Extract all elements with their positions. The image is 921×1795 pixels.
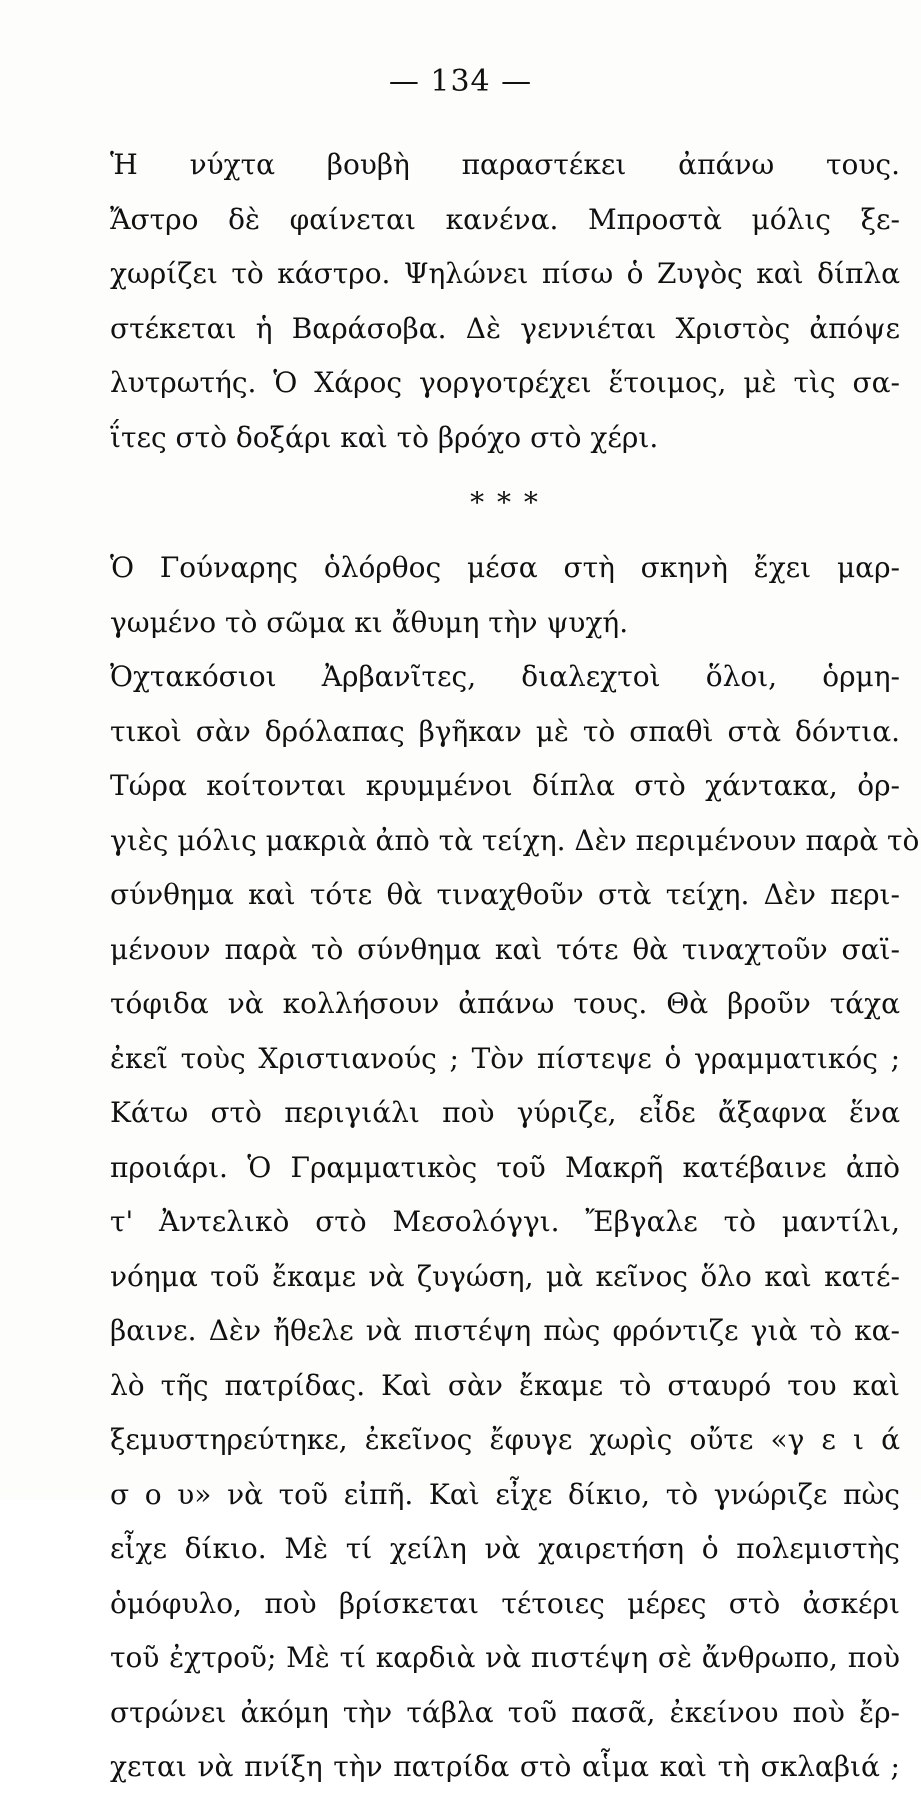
text-line: μένουν παρὰ τὸ σύνθημα καὶ τότε θὰ τιναχτοῦν σαϊ- bbox=[110, 932, 900, 966]
page-number: — 134 — bbox=[388, 64, 533, 99]
text-line: τικοὶ σὰν δρόλαπας βγῆκαν μὲ τὸ σπαθὶ στὰ δόντια. bbox=[110, 714, 900, 748]
text-line: σ ο υ» νὰ τοῦ εἰπῆ. Καὶ εἶχε δίκιο, τὸ γνώριζε πὼς bbox=[110, 1477, 900, 1511]
text-line: τόφιδα νὰ κολλήσουν ἀπάνω τους. Θὰ βροῦν τάχα bbox=[110, 987, 900, 1020]
text-line: Ὀχτακόσιοι Ἀρβανῖτες, διαλεχτοὶ ὅλοι, ὁρμη- bbox=[110, 660, 900, 693]
text-line: ξεμυστηρεύτηκε, ἐκεῖνος ἔφυγε χωρὶς οὔτε «γ ε ι ά bbox=[110, 1423, 900, 1456]
text-line: τ' Ἀντελικὸ στὸ Μεσολόγγι. Ἔβγαλε τὸ μαντίλι, bbox=[110, 1205, 900, 1238]
text-line: προιάρι. Ὁ Γραμματικὸς τοῦ Μακρῆ κατέβαινε ἀπὸ bbox=[110, 1150, 900, 1184]
text-line: Κάτω στὸ περιγιάλι ποὺ γύριζε, εἶδε ἄξαφνα ἕνα bbox=[110, 1096, 900, 1129]
text-line: γιὲς μόλις μακριὰ ἀπὸ τὰ τείχη. Δὲν περιμένουν παρὰ τὸ bbox=[110, 823, 920, 857]
text-line: στρώνει ἀκόμη τὴν τάβλα τοῦ πασᾶ, ἐκείνου ποὺ ἔρ- bbox=[110, 1695, 900, 1729]
text-line: εἶχε δίκιο. Μὲ τί χείλη νὰ χαιρετήση ὁ πολεμιστὴς bbox=[110, 1532, 900, 1565]
paragraph-1 bbox=[110, 138, 900, 465]
text-line: ἐκεῖ τοὺς Χριστιανούς ; Τὸν πίστεψε ὁ γραμματικός ; bbox=[110, 1041, 900, 1075]
text-line: τοῦ ἐχτροῦ; Μὲ τί καρδιὰ νὰ πιστέψη σὲ ἄνθρωπο, ποὺ bbox=[110, 1641, 900, 1674]
text-line: χεται νὰ πνίξη τὴν πατρίδα στὸ αἷμα καὶ τὴ σκλαβιά ; bbox=[110, 1750, 900, 1783]
text-line: χωρίζει τὸ κάστρο. Ψηλώνει πίσω ὁ Ζυγὸς καὶ δίπλα bbox=[110, 257, 900, 290]
text-line: Ὁ Γούναρης ὁλόρθος μέσα στὴ σκηνὴ ἔχει μαρ- bbox=[110, 551, 900, 584]
text-line: στέκεται ἡ Βαράσοβα. Δὲ γεννιέται Χριστὸς ἀπόψε bbox=[110, 311, 900, 345]
text-line: σύνθημα καὶ τότε θὰ τιναχθοῦν στὰ τείχη. Δὲν περι- bbox=[110, 878, 900, 911]
text-line: ὁμόφυλο, ποὺ βρίσκεται τέτοιες μέρες στὸ ἀσκέρι bbox=[110, 1586, 900, 1620]
paragraph-2 bbox=[110, 541, 920, 1795]
text-line: λυτρωτής. Ὁ Χάρος γοργοτρέχει ἕτοιμος, μὲ τὶς σα- bbox=[110, 366, 900, 399]
text-line: ΐτες στὸ δοξάρι καὶ τὸ βρόχο στὸ χέρι. bbox=[110, 420, 659, 454]
text-line: Ἡ νύχτα βουβὴ παραστέκει ἀπάνω τους. bbox=[110, 148, 900, 181]
text-line: νόημα τοῦ ἔκαμε νὰ ζυγώση, μὰ κεῖνος ὅλο καὶ κατέ- bbox=[110, 1259, 900, 1293]
page-text bbox=[110, 138, 920, 1795]
section-separator: * * * bbox=[470, 486, 540, 519]
text-line: λὸ τῆς πατρίδας. Καὶ σὰν ἔκαμε τὸ σταυρό του καὶ bbox=[110, 1368, 900, 1402]
text-line: βαινε. Δὲν ἤθελε νὰ πιστέψη πὼς φρόντιζε γιὰ τὸ κα- bbox=[110, 1314, 900, 1347]
text-line: Τώρα κοίτονται κρυμμένοι δίπλα στὸ χάντακα, ὀρ- bbox=[110, 769, 900, 802]
text-line: γωμένο τὸ σῶμα κι ἄθυμη τὴν ψυχή. bbox=[110, 605, 629, 639]
text-line: Ἄστρο δὲ φαίνεται κανένα. Μπροστὰ μόλις ξε- bbox=[110, 202, 900, 236]
